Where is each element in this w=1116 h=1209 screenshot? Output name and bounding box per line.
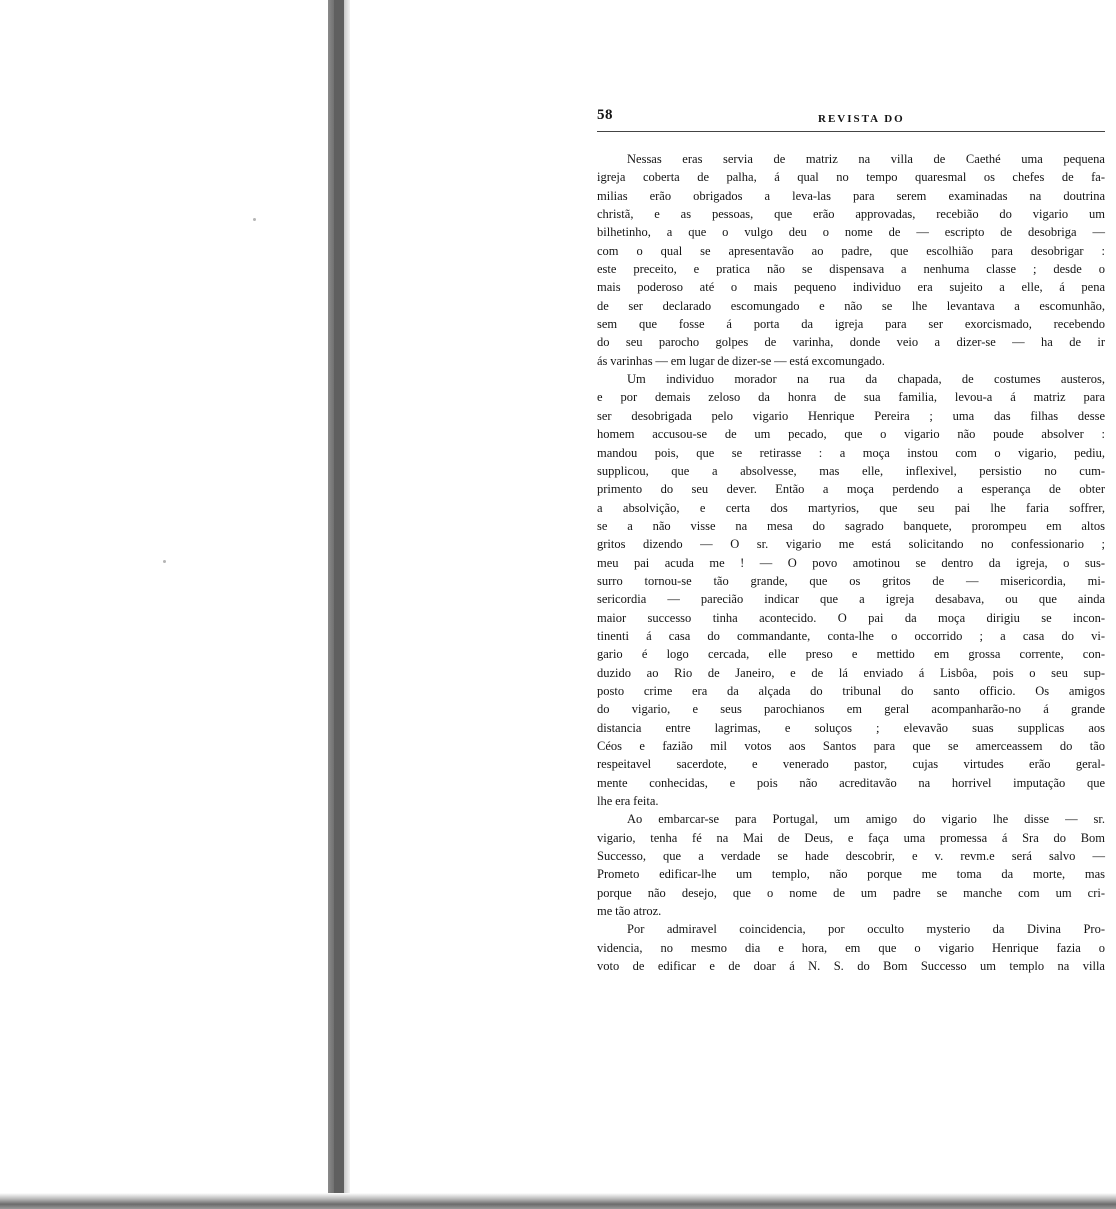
text-line: Um individuo morador na rua da chapada, de costumes austeros, [627, 372, 1105, 387]
text-line: ás varinhas — em lugar de dizer-se — está excomungado. [597, 353, 885, 368]
text-line: sem que fosse á porta da igreja para ser exorcismado, recebendo [597, 317, 1105, 332]
paragraph-1 [597, 150, 1105, 370]
page-bottom-edge-shadow [0, 1193, 1116, 1209]
text-line: meu pai acuda me ! — O povo amotinou se dentro da igreja, o sus- [597, 555, 1105, 570]
text-line: ser desobrigada pelo vigario Henrique Pereira ; uma das filhas desse [597, 408, 1105, 423]
text-line: mandou pois, que se retirasse : a moça instou com o vigario, pediu, [597, 445, 1105, 460]
text-line: milias erão obrigados a leva-las para serem examinadas na doutrina [597, 188, 1105, 203]
text-line: mente conhecidas, e pois não acreditavão na horrivel imputação que [597, 775, 1105, 790]
text-line: surro tornou-se tão grande, que os gritos de — misericordia, mi- [597, 573, 1105, 588]
text-line: Céos e fazião mil votos aos Santos para que se amerceassem do tão [597, 739, 1105, 753]
text-line: do vigario, e seus parochianos em geral acompanharão-no á grande [597, 702, 1105, 717]
text-line: com o qual se apresentavão ao padre, que escolhião para desobrigar : [597, 243, 1105, 258]
running-head: REVISTA DO [818, 113, 905, 125]
text-line: este preceito, e pratica não se dispensava a nenhuma classe ; desde o [597, 262, 1105, 277]
paragraph-2 [597, 370, 1105, 810]
text-line: gario é logo cercada, elle preso e mettido em grossa corrente, con- [597, 647, 1105, 662]
text-line: respeitavel sacerdote, e venerado pastor, cujas virtudes erão geral- [597, 757, 1105, 772]
text-line: a absolvição, e certa dos martyrios, que seu pai lhe faria soffrer, [597, 500, 1105, 515]
text-line: homem accusou-se de um pecado, que o vigario não poude absolver : [597, 427, 1105, 442]
text-line: Prometo edificar-lhe um templo, não porque me toma da morte, mas [597, 867, 1105, 882]
text-line: do seu parocho golpes de varinha, donde veio a dizer-se — ha de ir [597, 335, 1105, 350]
text-line: christã, e as pessoas, que erão approvadas, recebião do vigario um [597, 207, 1105, 222]
paragraph-3 [597, 810, 1105, 920]
text-line: posto crime era da alçada do tribunal do santo officio. Os amigos [597, 683, 1105, 698]
text-line: maior successo tinha acontecido. O pai da moça dirigiu se incon- [597, 610, 1105, 625]
text-line: igreja coberta de palha, á qual no tempo quaresmal os chefes de fa- [597, 170, 1105, 185]
text-line: me tão atroz. [597, 904, 662, 919]
text-line: primento do seu dever. Então a moça perdendo a esperança de obter [597, 482, 1105, 497]
text-line: de ser declarado escomungado e não se lhe levantava a escomunhão, [597, 298, 1105, 313]
book-spine-binding [334, 0, 344, 1209]
page-number: 58 [597, 107, 613, 123]
text-line: tinenti á casa do commandante, conta-lhe o occorrido ; a casa do vi- [597, 628, 1105, 643]
paper-speck [163, 560, 166, 563]
text-line: Ao embarcar-se para Portugal, um amigo do vigario lhe disse — sr. [627, 812, 1105, 827]
text-line: distancia entre lagrimas, e soluços ; elevavão suas supplicas aos [597, 720, 1105, 735]
text-line: sericordia — parecião indicar que a igreja desabava, ou que ainda [597, 592, 1105, 607]
paper-speck [253, 218, 256, 221]
text-line: mais poderoso até o mais pequeno individuo era sujeito a elle, á pena [597, 280, 1105, 295]
text-line: Successo, que a verdade se hade descobrir, e v. revm.e será salvo — [597, 849, 1105, 864]
text-line: lhe era feita. [597, 794, 659, 809]
text-line: bilhetinho, a que o vulgo deu o nome de — escripto de desobriga — [597, 225, 1105, 240]
text-line: supplicou, que a absolvesse, mas elle, inflexivel, persistio no cum- [597, 463, 1105, 478]
text-line: Nessas eras servia de matriz na villa de Caethé uma pequena [627, 152, 1105, 166]
body-text [597, 150, 1105, 975]
text-line: duzido ao Rio de Janeiro, e de lá enviado á Lisbôa, pois o seu sup- [597, 665, 1105, 680]
text-line: e por demais zeloso da honra de sua familia, levou-a á matriz para [597, 390, 1105, 405]
text-line: porque não desejo, que o nome de um padre se manche com um cri- [597, 885, 1105, 900]
text-line: vigario, tenha fé na Mai de Deus, e faça uma promessa á Sra do Bom [597, 830, 1105, 845]
text-line: videncia, no mesmo dia e hora, em que o vigario Henrique fazia o [597, 940, 1105, 955]
text-line: se a não visse na mesa do sagrado banquete, prorompeu em altos [597, 518, 1105, 533]
paragraph-4 [597, 920, 1105, 975]
text-line: voto de edificar e de doar á N. S. do Bom Successo um templo na villa [597, 959, 1105, 974]
text-line: Por admiravel coincidencia, por occulto mysterio da Divina Pro- [627, 922, 1105, 937]
text-line: gritos dizendo — O sr. vigario me está solicitando no confessionario ; [597, 537, 1105, 552]
header-rule [597, 131, 1105, 132]
